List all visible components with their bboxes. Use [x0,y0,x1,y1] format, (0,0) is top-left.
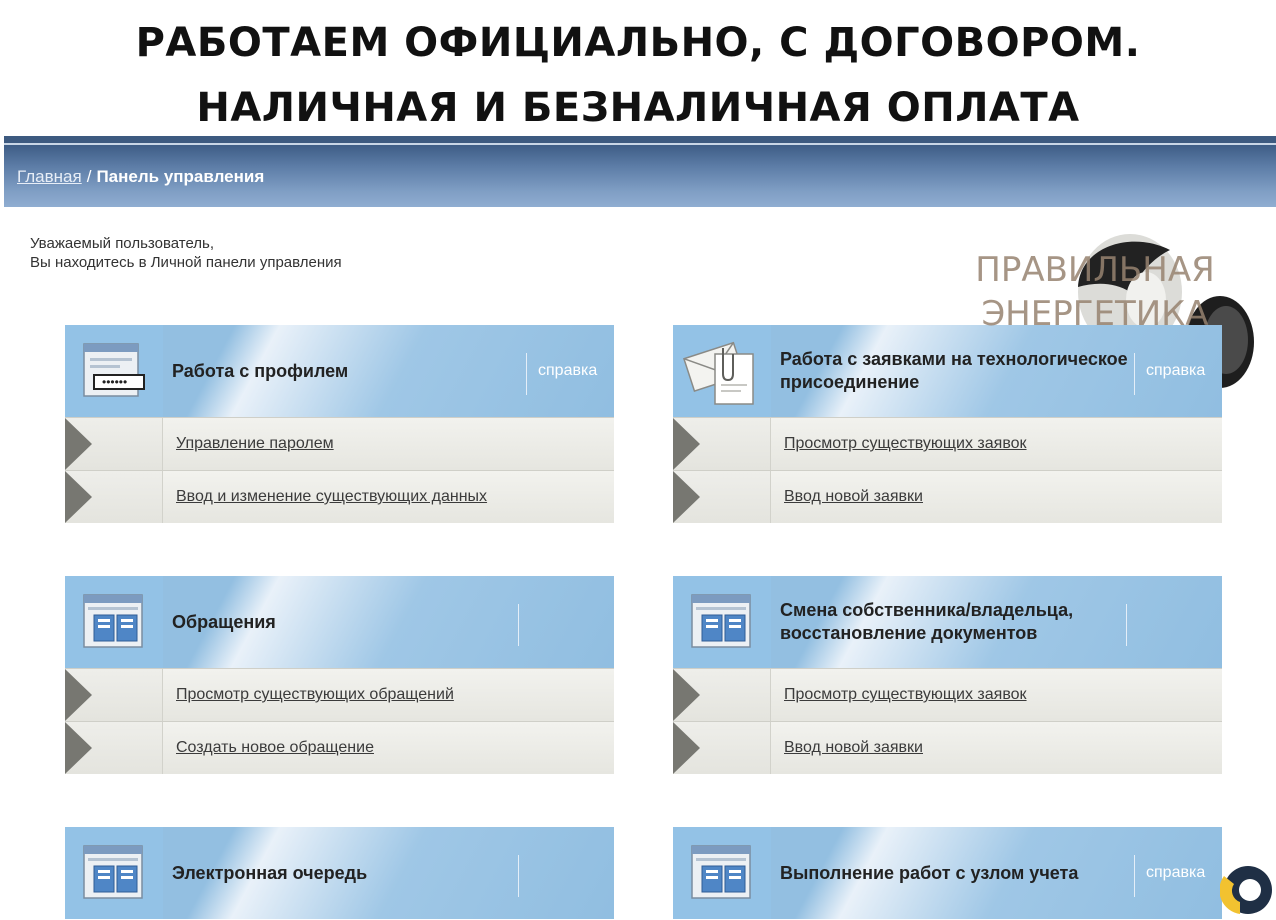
arrow-right-icon [673,418,700,470]
card-header [65,576,614,668]
card-row [673,417,1222,470]
card-appeals [65,576,614,774]
view-owner-requests-link[interactable]: Просмотр существующих заявок [784,686,1027,703]
arrow-right-icon [673,722,700,774]
password-management-link[interactable]: Управление паролем [176,435,334,452]
breadcrumb-current: Панель управления [96,167,265,186]
envelope-document-icon [683,334,761,408]
headline-line-2: НАЛИЧНАЯ И БЕЗНАЛИЧНАЯ ОПЛАТА [196,85,1080,131]
documents-window-icon [80,842,148,904]
card-row [65,417,614,470]
view-requests-link[interactable]: Просмотр существующих заявок [784,435,1027,452]
card-title: Обращения [172,611,276,632]
card-row [65,721,614,774]
arrow-right-icon [65,471,92,523]
card-row [65,470,614,523]
brand-logo-icon [1220,862,1272,918]
card-row [673,668,1222,721]
header-divider [1126,604,1127,646]
card-metering-works [673,827,1222,919]
card-row [673,721,1222,774]
edit-data-link[interactable]: Ввод и изменение существующих данных [176,488,488,505]
card-title: Выполнение работ с узлом учета [780,862,1079,883]
breadcrumb-home-link[interactable]: Главная [17,167,82,186]
arrow-right-icon [673,669,700,721]
breadcrumb-separator: / [86,167,92,186]
card-header [65,325,614,417]
help-link[interactable]: справка [538,362,598,379]
headline-line-1: РАБОТАЕМ ОФИЦИАЛЬНО, С ДОГОВОРОМ. [135,20,1141,66]
card-profile [65,325,614,523]
card-title: Работа с заявками на технологическое присоединение [780,349,1128,392]
card-title: Работа с профилем [172,360,349,381]
card-owner-change [673,576,1222,774]
card-title: Смена собственника/владельца, восстановление документов [780,600,1074,643]
documents-window-icon [688,842,756,904]
breadcrumb [17,167,264,187]
welcome-message [30,234,342,272]
watermark-line-2: ЭНЕРГЕТИКА [981,294,1209,334]
svg-text:••••••: •••••• [102,375,128,389]
card-header [65,827,614,919]
view-appeals-link[interactable]: Просмотр существующих обращений [176,686,454,703]
card-header [673,827,1222,919]
watermark-line-1: ПРАВИЛЬНАЯ [975,250,1215,290]
documents-window-icon [80,591,148,653]
arrow-right-icon [673,471,700,523]
card-header [673,576,1222,668]
card-row [673,470,1222,523]
password-window-icon [80,340,148,402]
card-header [673,325,1222,417]
arrow-right-icon [65,418,92,470]
card-title: Электронная очередь [172,862,368,883]
welcome-line-1: Уважаемый пользователь, [30,235,215,252]
header-divider [1134,855,1135,897]
header-divider [518,855,519,897]
documents-window-icon [688,591,756,653]
card-connection-requests [673,325,1222,523]
welcome-line-2: Вы находитесь в Личной панели управления [30,254,342,271]
arrow-right-icon [65,669,92,721]
portal-header-bar [4,136,1276,207]
card-electronic-queue [65,827,614,919]
header-divider [526,353,527,395]
new-request-link[interactable]: Ввод новой заявки [784,488,923,505]
arrow-right-icon [65,722,92,774]
header-divider [518,604,519,646]
header-divider [1134,353,1135,395]
new-owner-request-link[interactable]: Ввод новой заявки [784,739,923,756]
new-appeal-link[interactable]: Создать новое обращение [176,739,374,756]
card-row [65,668,614,721]
help-link[interactable]: справка [1146,362,1206,379]
help-link[interactable]: справка [1146,864,1206,881]
watermark-text [964,248,1226,336]
